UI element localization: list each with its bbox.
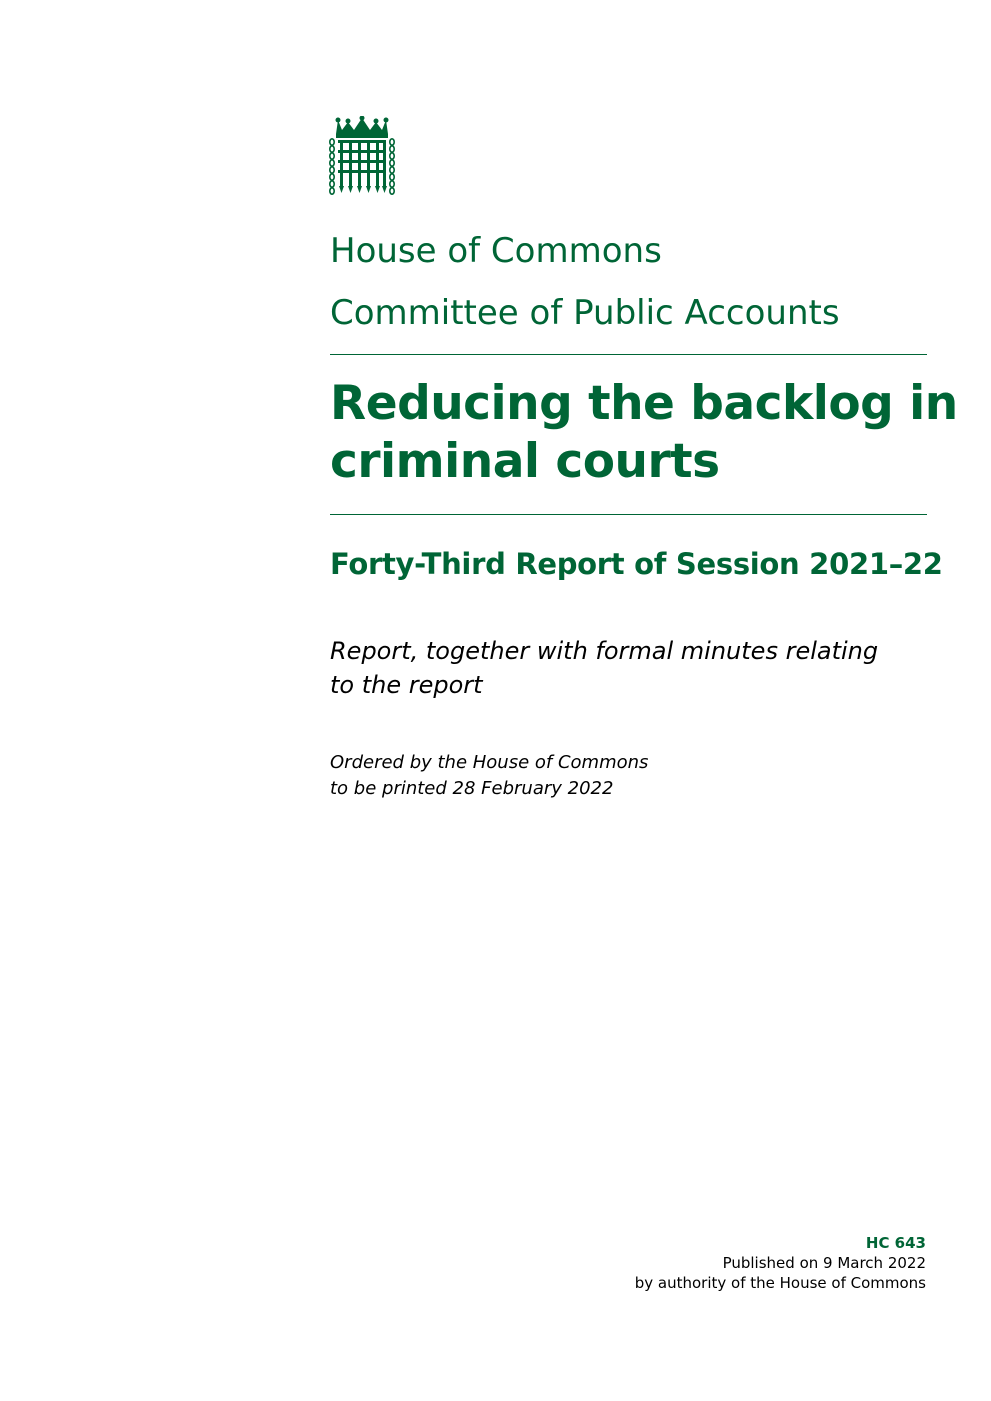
- session-label: Forty-Third Report of Session 2021–22: [330, 547, 943, 581]
- committee-name: Committee of Public Accounts: [330, 293, 840, 333]
- publication-authority: by authority of the House of Commons: [634, 1274, 926, 1292]
- printing-order: [330, 750, 648, 802]
- publication-info: [635, 1233, 926, 1293]
- hc-number: HC 643: [865, 1234, 926, 1252]
- report-title-line-1: Reducing the backlog in: [330, 376, 958, 431]
- report-subtitle: [330, 634, 930, 702]
- committee-heading: [330, 220, 840, 344]
- portcullis-icon: [328, 116, 396, 196]
- report-title: [330, 375, 970, 491]
- subtitle-line-2: to the report: [330, 671, 483, 699]
- ordered-line-2: to be printed 28 February 2022: [330, 778, 614, 799]
- subtitle-line-1: Report, together with formal minutes relating: [330, 637, 879, 665]
- top-divider: [330, 354, 927, 355]
- report-title-line-2: criminal courts: [330, 434, 720, 489]
- house-name: House of Commons: [330, 231, 662, 271]
- ordered-line-1: Ordered by the House of Commons: [330, 752, 649, 773]
- bottom-divider: [330, 514, 927, 515]
- published-date: Published on 9 March 2022: [722, 1254, 926, 1272]
